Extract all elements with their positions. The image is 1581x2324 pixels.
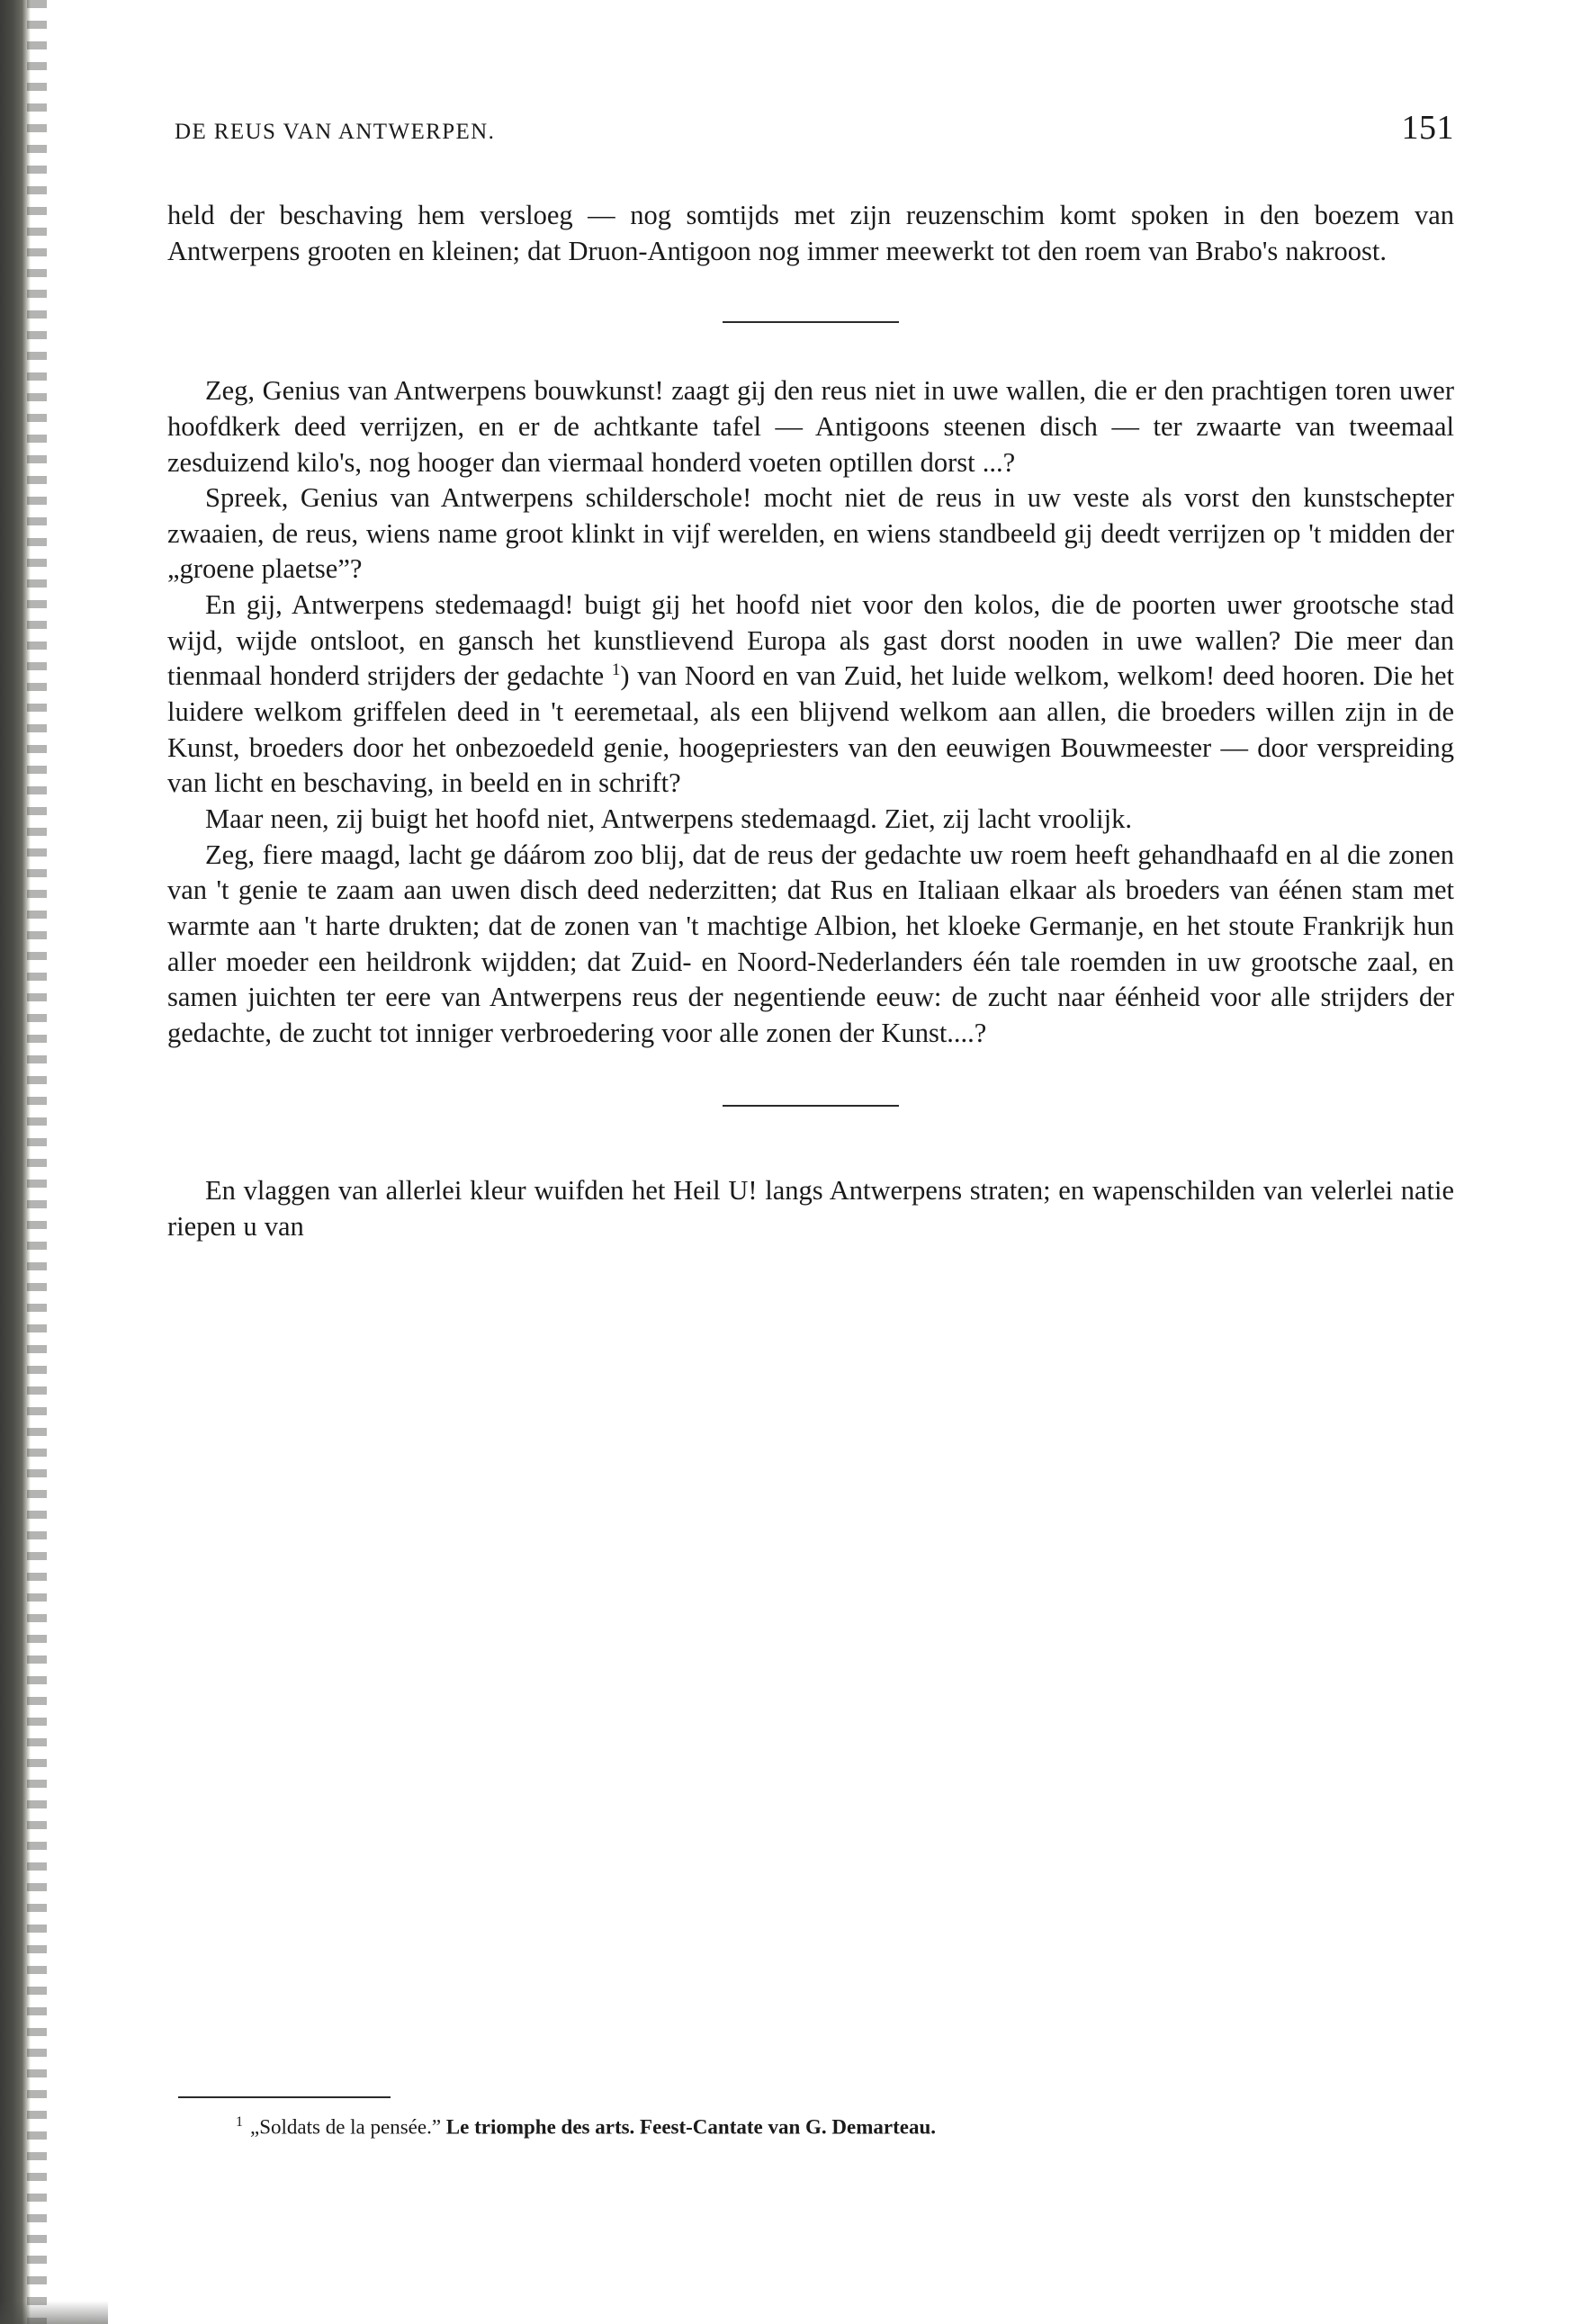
section-body xyxy=(167,373,1454,1051)
paragraph-text-a: En gij, Antwerpens stedemaagd! buigt gij het hoofd niet voor den kolos, die de poorten uwer grootsche stad wijd, wijde ontsloot, en gansch het kunstlievend Europa als gast dorst nooden in uwe wallen? Die meer dan tienmaal honderd strijders der gedachte xyxy=(167,589,1454,692)
section-divider-2 xyxy=(723,1105,899,1107)
paragraph-zeg-genius-bouwkunst: Zeg, Genius van Antwerpens bouwkunst! zaagt gij den reus niet in uwe wallen, die er den prachtigen toren uwer hoofdkerk deed verrijzen, en er de achtkante tafel — Antigoons steenen disch — ter zwaarte van tweemaal zesduizend kilo's, nog hooger dan viermaal honderd voeten optillen dorst ...? xyxy=(167,375,1454,478)
page-content xyxy=(167,108,1454,1245)
footnote-text-bold: Le triomphe des arts. Feest-Cantate van G. Demarteau. xyxy=(445,2115,936,2139)
paragraph-maar-neen: Maar neen, zij buigt het hoofd niet, Antwerpens stedemaagd. Ziet, zij lacht vroolijk. xyxy=(205,803,1132,834)
page-number: 151 xyxy=(1401,109,1454,147)
paragraph-zeg-fiere-maagd: Zeg, fiere maagd, lacht ge dáárom zoo blij, dat de reus der gedachte uw roem heeft gehandhaafd en al die zonen van 't genie te zaam aan uwen disch deed nederzitten; dat Rus en Italiaan elkaar als broeders van éénen stam met warmte aan 't harte drukten; dat de zonen van 't machtige Albion, het kloeke Germanje, en het stoute Frankrijk hun aller moeder een heildronk wijdden; dat Zuid- en Noord-Nederlanders één tale roemden in uw grootsche zaal, en samen juichten ter eere van Antwerpens reus der negentiende eeuw: de zucht naar éénheid voor alle strijders der gedachte, de zucht tot inniger verbroedering voor alle zonen der Kunst....? xyxy=(167,839,1454,1048)
scan-edge-bottom-shadow xyxy=(0,2301,108,2324)
paragraph-continuation: held der beschaving hem versloeg — nog somtijds met zijn reuzenschim komt spoken in den boezem van Antwerpens grooten en kleinen; dat Druon-Antigoon nog immer meewerkt tot den roem van Brabo's nakroost. xyxy=(167,200,1454,266)
paragraph-en-vlaggen: En vlaggen van allerlei kleur wuifden het Heil U! langs Antwerpens straten; en wapenschilden van velerlei natie riepen u van xyxy=(167,1175,1454,1243)
footnote-text-plain: „Soldats de la pensée.” xyxy=(250,2115,446,2139)
scan-edge-shadow xyxy=(0,0,31,2324)
footnote-area xyxy=(167,2096,1454,2141)
footnote-1 xyxy=(167,2113,1454,2141)
scan-edge-speckle xyxy=(27,0,47,2324)
paragraph-en-gij-stedemaagd xyxy=(167,588,1454,802)
section-divider-1 xyxy=(723,321,899,323)
paragraph-spreek-genius-schilderschole: Spreek, Genius van Antwerpens schilderschole! mocht niet de reus in uw veste als vorst den kunstschepter zwaaien, de reus, wiens name groot klinkt in vijf werelden, en wiens standbeeld gij deedt verrijzen op 't midden der „groene plaetse”? xyxy=(167,482,1454,585)
paragraph-text-b: ) van Noord en van Zuid, het luide welkom, welkom! deed hooren. Die het luidere welkom griffelen deed in 't eeremetaal, als een blijvend welkom aan allen, die broeders willen zijn in de Kunst, broeders door het onbezoedeld genie, hoogepriesters van den eeuwigen Bouwmeester — door verspreiding van licht en beschaving, in beeld en in schrift? xyxy=(167,660,1454,799)
footnote-rule xyxy=(178,2096,391,2098)
page-header xyxy=(167,108,1454,148)
running-head: DE REUS VAN ANTWERPEN. xyxy=(175,120,496,144)
footnote-reference-1[interactable]: 1 xyxy=(611,660,621,680)
footnote-marker: 1 xyxy=(236,2114,243,2130)
